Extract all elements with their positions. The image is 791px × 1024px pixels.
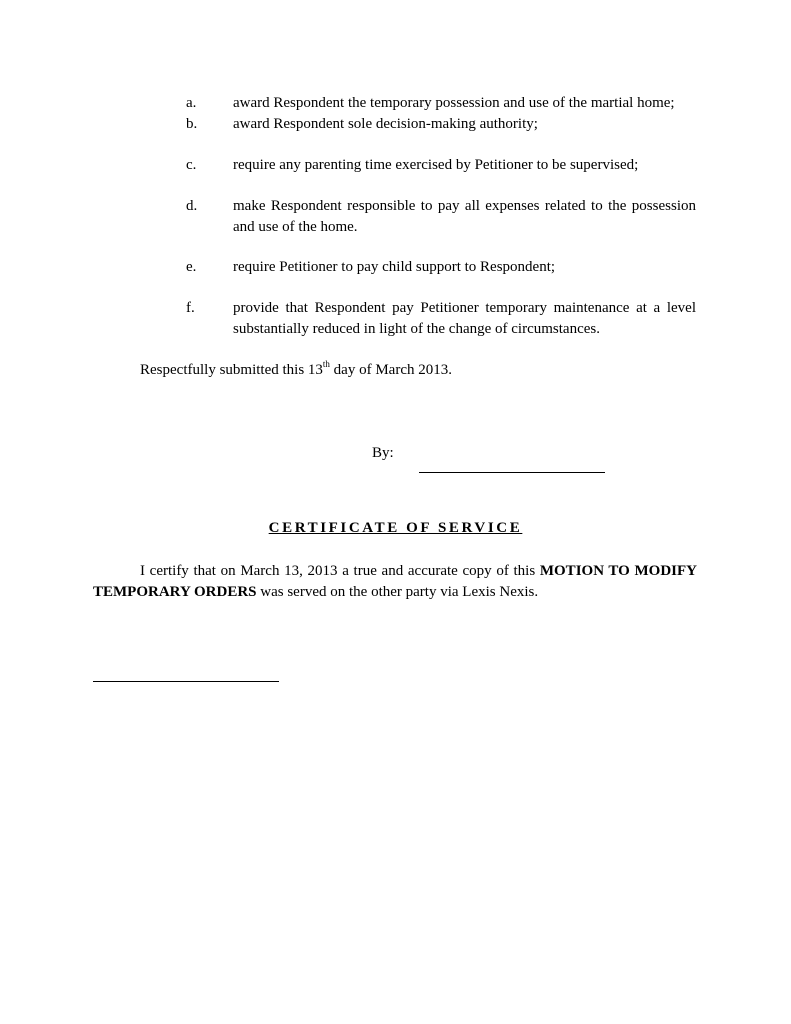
submitted-prefix: Respectfully submitted this 13 [140,362,323,378]
list-item-letter: d. [186,198,198,214]
motion-title: MOTION TO MODIFY TEMPORARY ORDERS [93,563,697,600]
certificate-text-end: was served on the other party via Lexis Nexis. [256,584,539,600]
certificate-paragraph [93,561,697,603]
list-item-text: require Petitioner to pay child support to Respondent; [233,259,556,275]
list-item-text: award Respondent the temporary possession and use of the martial home; [233,95,675,111]
certificate-text-start: I certify that on March 13, 2013 a true and accurate copy of this [140,563,540,579]
list-item-letter: c. [186,157,197,173]
list-item-letter: a. [186,95,197,111]
list-item-letter: e. [186,259,197,275]
list-item-letter: f. [186,300,195,316]
certificate-signature-line [93,681,279,682]
by-label: By: [372,445,394,461]
list-item-letter: b. [186,116,198,132]
list-item-text: make Respondent responsible to pay all expenses related to the possession and use of the home. [233,198,696,235]
submitted-suffix: day of March 2013. [329,362,452,378]
certificate-title: CERTIFICATE OF SERVICE [268,520,523,536]
list-item-text: provide that Respondent pay Petitioner temporary maintenance at a level substantially reduced in light of the change of circumstances. [233,300,696,337]
list-item-text: award Respondent sole decision-making authority; [233,116,538,132]
attorney-signature-line [419,472,605,473]
submission-date-line [140,360,452,380]
submitted-ordinal: th [322,359,330,369]
list-item-text: require any parenting time exercised by Petitioner to be supervised; [233,157,639,173]
